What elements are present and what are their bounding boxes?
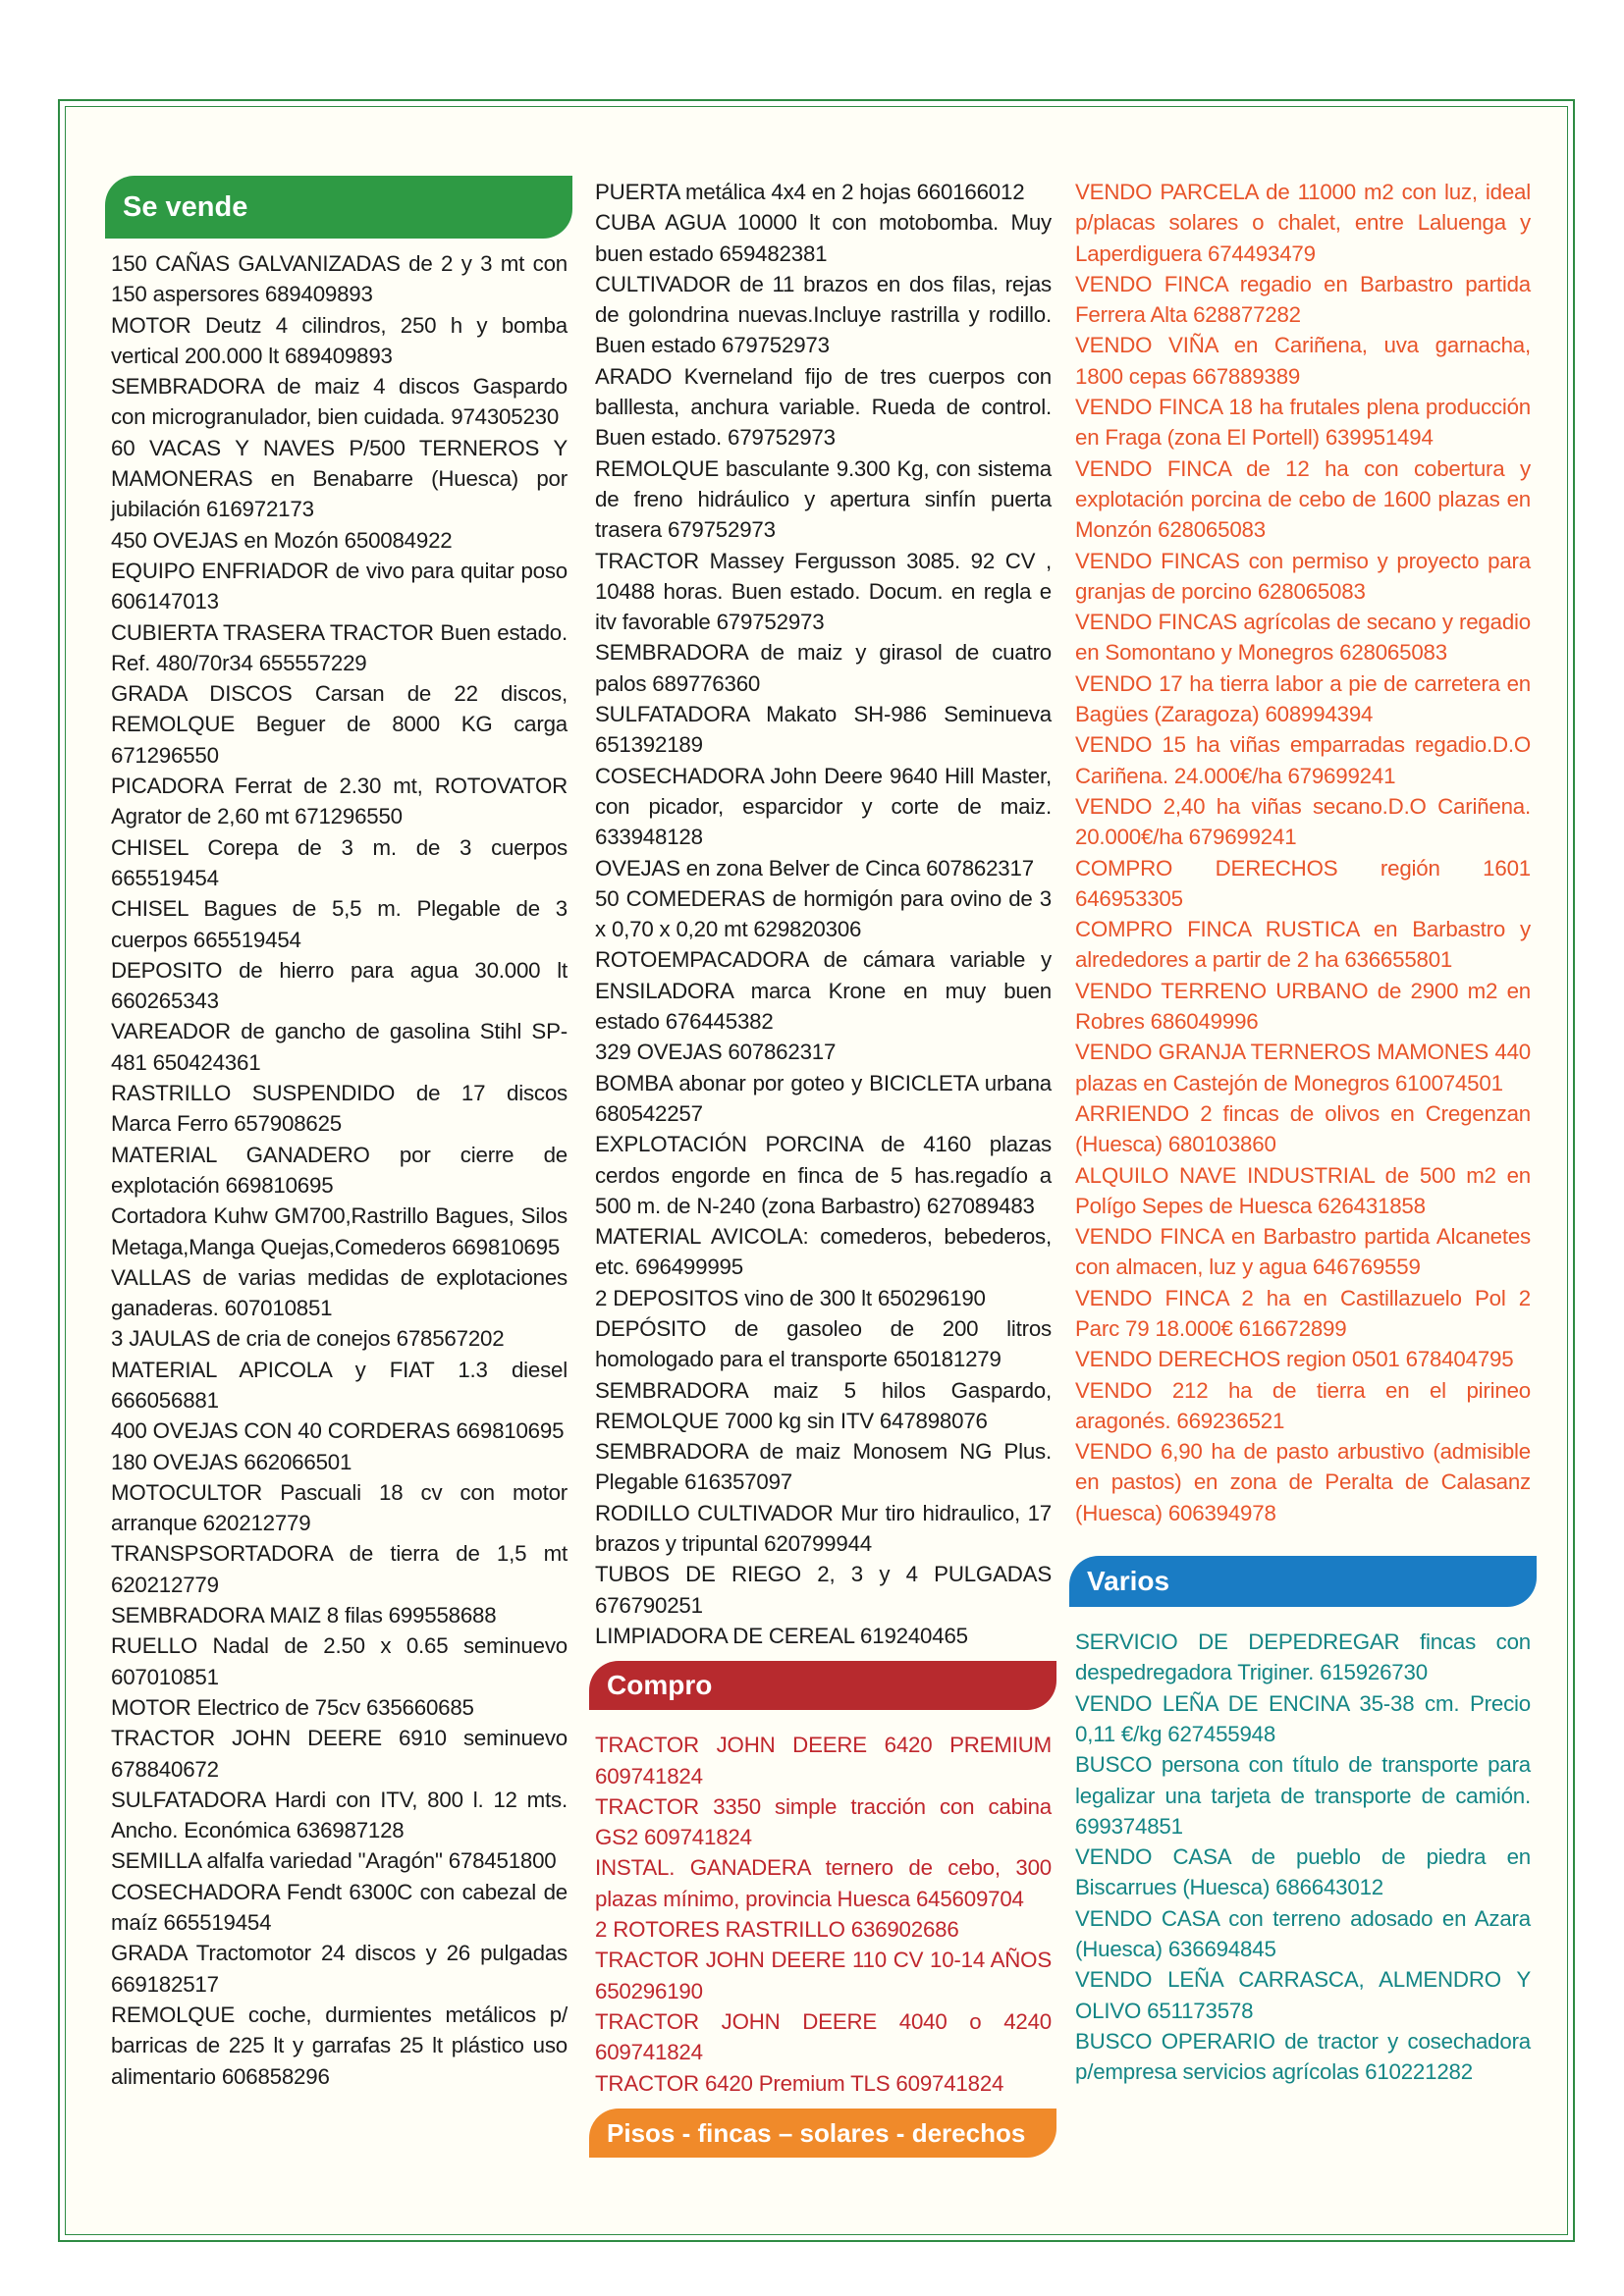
list-item: GRADA Tractomotor 24 discos y 26 pulgadas 669182517: [111, 1941, 568, 1997]
list-item: VENDO 15 ha viñas emparradas regadio.D.O Cariñena. 24.000€/ha 679699241: [1075, 732, 1531, 788]
list-item: VENDO FINCA regadio en Barbastro partida Ferrera Alta 628877282: [1075, 271, 1531, 328]
list-item: EXPLOTACIÓN PORCINA de 4160 plazas cerdos engorde en finca de 5 has.regadío a 500 m. de N-240 (zona Barbastro) 627089483: [595, 1132, 1052, 1218]
list-item: MATERIAL APICOLA y FIAT 1.3 diesel 666056881: [111, 1357, 568, 1413]
list-item: CUBA AGUA 10000 lt con motobomba. Muy buen estado 659482381: [595, 210, 1052, 266]
list-item: DEPÓSITO de gasoleo de 200 litros homologado para el transporte 650181279: [595, 1315, 1052, 1372]
list-item: OVEJAS en zona Belver de Cinca 607862317: [595, 855, 1034, 881]
list-item: SULFATADORA Hardi con ITV, 800 l. 12 mts. Ancho. Económica 636987128: [111, 1787, 568, 1843]
list-item: BOMBA abonar por goteo y BICICLETA urbana 680542257: [595, 1070, 1052, 1126]
list-item: CHISEL Bagues de 5,5 m. Plegable de 3 cuerpos 665519454: [111, 896, 568, 952]
list-item: CUBIERTA TRASERA TRACTOR Buen estado. Ref. 480/70r34 655557229: [111, 619, 568, 675]
list-item: PICADORA Ferrat de 2.30 mt, ROTOVATOR Agrator de 2,60 mt 671296550: [111, 774, 568, 829]
list-item: 400 OVEJAS CON 40 CORDERAS 669810695: [111, 1418, 565, 1444]
list-item: VENDO LEÑA CARRASCA, ALMENDRO Y OLIVO 651173578: [1075, 1967, 1531, 2023]
list-item: COMPRO FINCA RUSTICA en Barbastro y alrededores a partir de 2 ha 636655801: [1075, 917, 1531, 973]
list-item: VENDO FINCA 18 ha frutales plena producción en Fraga (zona El Portell) 639951494: [1075, 395, 1531, 451]
list-item: VENDO DERECHOS region 0501 678404795: [1075, 1347, 1514, 1372]
list-item: BUSCO OPERARIO de tractor y cosechadora p/empresa servicios agrícolas 610221282: [1075, 2028, 1531, 2085]
list-item: COSECHADORA John Deere 9640 Hill Master, con picador, esparcidor y corte de maiz. 633948128: [595, 763, 1052, 850]
list-item: VENDO FINCA 2 ha en Castillazuelo Pol 2 Parc 79 18.000€ 616672899: [1075, 1285, 1531, 1341]
list-item: Cortadora Kuhw GM700,Rastrillo Bagues, Silos Metaga,Manga Quejas,Comederos 669810695: [111, 1203, 568, 1259]
list-item: CHISEL Corepa de 3 m. de 3 cuerpos 665519454: [111, 834, 568, 890]
list-item: TRACTOR 3350 simple tracción con cabina GS2 609741824: [595, 1793, 1052, 1850]
list-item: INSTAL. GANADERA ternero de cebo, 300 plazas mínimo, provincia Huesca 645609704: [595, 1855, 1052, 1911]
list-item: VENDO 2,40 ha viñas secano.D.O Cariñena. 20.000€/ha 679699241: [1075, 793, 1531, 850]
list-item: MOTOR Electrico de 75cv 635660685: [111, 1694, 474, 1720]
list-item: VENDO FINCAS con permiso y proyecto para granjas de porcino 628065083: [1075, 548, 1531, 604]
list-item: RODILLO CULTIVADOR Mur tiro hidraulico, 17 brazos y tripuntal 620799944: [595, 1500, 1052, 1557]
list-item: TRACTOR JOHN DEERE 110 CV 10-14 AÑOS 650296190: [595, 1948, 1052, 2003]
list-item: VENDO PARCELA de 11000 m2 con luz, ideal p/placas solares o chalet, entre Laluenga y Laperdiguera 674493479: [1075, 180, 1531, 266]
list-item: VENDO VIÑA en Cariñena, uva garnacha, 1800 cepas 667889389: [1075, 333, 1531, 389]
se-vende-header: [105, 176, 572, 239]
pisos-title: Pisos - fincas – solares - derechos: [607, 2117, 1026, 2148]
list-item: BUSCO persona con título de transporte para legalizar una tarjeta de transporte de camión. 699374851: [1075, 1752, 1531, 1839]
list-item: 60 VACAS Y NAVES P/500 TERNEROS Y MAMONERAS en Benabarre (Huesca) por jubilación 616972173: [111, 435, 568, 522]
list-item: TRACTOR JOHN DEERE 4040 o 4240 609741824: [595, 2008, 1052, 2065]
se-vende-title: Se vende: [123, 191, 248, 223]
list-item: SEMBRADORA de maiz 4 discos Gaspardo con microgranulador, bien cuidada. 974305230: [111, 374, 568, 430]
list-item: VENDO 6,90 ha de pasto arbustivo (admisible en pastos) en zona de Peralta de Calasanz (Huesca) 606394978: [1075, 1439, 1531, 1525]
list-item: REMOLQUE coche, durmientes metálicos p/ barricas de 225 lt y garrafas 25 lt plástico uso alimentario 606858296: [111, 2002, 568, 2089]
list-item: VENDO CASA de pueblo de piedra en Biscarrues (Huesca) 686643012: [1075, 1844, 1531, 1900]
list-item: TRACTOR Massey Fergusson 3085. 92 CV , 10488 horas. Buen estado. Docum. en regla e itv favorable 679752973: [595, 548, 1052, 635]
compro-header: [589, 1661, 1056, 1710]
list-item: SERVICIO DE DEPEDREGAR fincas con despedregadora Triginer. 615926730: [1075, 1629, 1531, 1685]
column-2: [589, 177, 1056, 2158]
list-item: VENDO TERRENO URBANO de 2900 m2 en Robres 686049996: [1075, 978, 1531, 1035]
column-1: [105, 176, 572, 2092]
list-item: SEMBRADORA de maiz y girasol de cuatro palos 689776360: [595, 640, 1052, 696]
list-item: 50 COMEDERAS de hormigón para ovino de 3 x 0,70 x 0,20 mt 629820306: [595, 885, 1052, 942]
list-item: REMOLQUE basculante 9.300 Kg, con sistema de freno hidráulico y apertura sinfín puerta trasera 679752973: [595, 455, 1052, 543]
list-item: CULTIVADOR de 11 brazos en dos filas, rejas de golondrina nuevas.Incluye rastrilla y rodillo. Buen estado 679752973: [595, 271, 1052, 358]
list-item: MOTOCULTOR Pascuali 18 cv con motor arranque 620212779: [111, 1479, 568, 1536]
list-item: 3 JAULAS de cria de conejos 678567202: [111, 1326, 505, 1352]
list-item: ARADO Kverneland fijo de tres cuerpos con balllesta, anchura variable. Rueda de control. Buen estado. 679752973: [595, 363, 1052, 451]
list-item: SULFATADORA Makato SH-986 Seminueva 651392189: [595, 702, 1052, 758]
list-item: 180 OVEJAS 662066501: [111, 1449, 352, 1474]
list-item: SEMILLA alfalfa variedad "Aragón" 678451800: [111, 1848, 557, 1874]
list-item: ROTOEMPACADORA de cámara variable y ENSILADORA marca Krone en muy buen estado 676445382: [595, 947, 1052, 1035]
pisos-header: [589, 2109, 1056, 2158]
compro-list: [589, 1730, 1056, 2099]
list-item: SEMBRADORA de maiz Monosem NG Plus. Plegable 616357097: [595, 1439, 1052, 1495]
list-item: COMPRO DERECHOS región 1601 646953305: [1075, 855, 1531, 911]
list-item: TUBOS DE RIEGO 2, 3 y 4 PULGADAS 676790251: [595, 1562, 1052, 1618]
list-item: TRACTOR JOHN DEERE 6420 PREMIUM 609741824: [595, 1733, 1052, 1789]
compro-title: Compro: [607, 1670, 713, 1701]
list-item: MATERIAL AVICOLA: comederos, bebederos, etc. 696499995: [595, 1224, 1052, 1280]
list-item: VENDO FINCA de 12 ha con cobertura y explotación porcina de cebo de 1600 plazas en Monzón 628065083: [1075, 455, 1531, 543]
list-item: LIMPIADORA DE CEREAL 619240465: [595, 1623, 968, 1648]
pisos-list: [1069, 177, 1537, 1528]
list-item: VENDO GRANJA TERNEROS MAMONES 440 plazas en Castejón de Monegros 610074501: [1075, 1040, 1531, 1095]
list-item: ARRIENDO 2 fincas de olivos en Cregenzan (Huesca) 680103860: [1075, 1100, 1531, 1157]
list-item: RASTRILLO SUSPENDIDO de 17 discos Marca Ferro 657908625: [111, 1081, 568, 1137]
list-item: VENDO FINCA en Barbastro partida Alcanetes con almacen, luz y agua 646769559: [1075, 1224, 1531, 1280]
list-item: 2 DEPOSITOS vino de 300 lt 650296190: [595, 1285, 986, 1310]
se-vende-list-part-2: [589, 177, 1056, 1651]
list-item: VENDO CASA con terreno adosado en Azara (Huesca) 636694845: [1075, 1905, 1531, 1962]
list-item: 450 OVEJAS en Mozón 650084922: [111, 527, 453, 553]
list-item: VENDO LEÑA DE ENCINA 35-38 cm. Precio 0,11 €/kg 627455948: [1075, 1690, 1531, 1746]
list-item: TRACTOR JOHN DEERE 6910 seminuevo 678840672: [111, 1726, 568, 1782]
list-item: 2 ROTORES RASTRILLO 636902686: [595, 1917, 959, 1943]
list-item: VALLAS de varias medidas de explotaciones ganaderas. 607010851: [111, 1264, 568, 1321]
list-item: TRACTOR 6420 Premium TLS 609741824: [595, 2070, 1004, 2096]
varios-list: [1069, 1627, 1537, 2087]
list-item: ALQUILO NAVE INDUSTRIAL de 500 m2 en Polígo Sepes de Huesca 626431858: [1075, 1162, 1531, 1218]
list-item: COSECHADORA Fendt 6300C con cabezal de maíz 665519454: [111, 1879, 568, 1936]
list-item: VENDO 212 ha de tierra en el pirineo aragonés. 669236521: [1075, 1377, 1531, 1433]
list-item: 150 CAÑAS GALVANIZADAS de 2 y 3 mt con 150 aspersores 689409893: [111, 251, 568, 307]
list-item: 329 OVEJAS 607862317: [595, 1040, 837, 1065]
list-item: TRANSPSORTADORA de tierra de 1,5 mt 620212779: [111, 1541, 568, 1597]
list-item: SEMBRADORA maiz 5 hilos Gaspardo, REMOLQUE 7000 kg sin ITV 647898076: [595, 1377, 1052, 1433]
varios-title: Varios: [1087, 1566, 1170, 1597]
list-item: MOTOR Deutz 4 cilindros, 250 h y bomba vertical 200.000 lt 689409893: [111, 312, 568, 368]
list-item: EQUIPO ENFRIADOR de vivo para quitar poso 606147013: [111, 558, 568, 614]
list-item: GRADA DISCOS Carsan de 22 discos, REMOLQUE Beguer de 8000 KG carga 671296550: [111, 681, 568, 768]
list-item: VENDO FINCAS agrícolas de secano y regadio en Somontano y Monegros 628065083: [1075, 610, 1531, 666]
list-item: PUERTA metálica 4x4 en 2 hojas 660166012: [595, 180, 1025, 204]
list-item: VENDO 17 ha tierra labor a pie de carretera en Bagües (Zaragoza) 608994394: [1075, 670, 1531, 727]
list-item: VAREADOR de gancho de gasolina Stihl SP-481 650424361: [111, 1019, 568, 1075]
list-item: RUELLO Nadal de 2.50 x 0.65 seminuevo 607010851: [111, 1633, 568, 1689]
column-3: [1069, 177, 1537, 2088]
list-item: SEMBRADORA MAIZ 8 filas 699558688: [111, 1603, 497, 1629]
varios-header: [1069, 1556, 1537, 1607]
se-vende-list-part-1: [105, 248, 572, 2092]
list-item: DEPOSITO de hierro para agua 30.000 lt 660265343: [111, 957, 568, 1014]
list-item: MATERIAL GANADERO por cierre de explotación 669810695: [111, 1142, 568, 1198]
